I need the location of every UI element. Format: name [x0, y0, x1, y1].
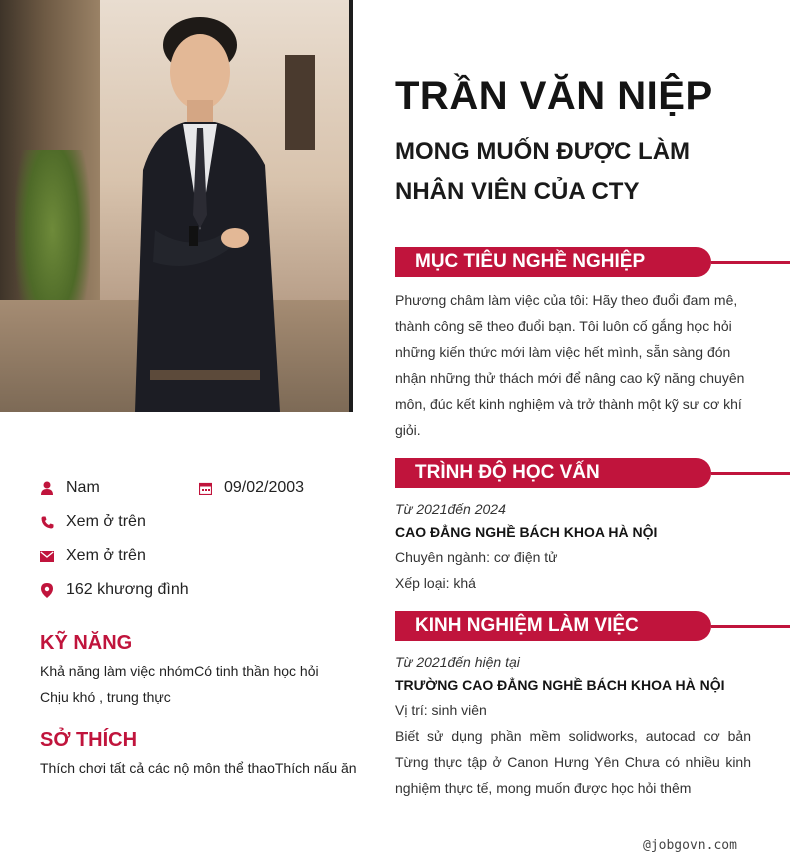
email-value: Xem ở trên [66, 547, 146, 564]
phone-icon [40, 515, 54, 529]
hobby-line-1: Thích chơi tất cả các nộ môn thể thaoThích nấu ăn [40, 760, 357, 776]
birthdate-value: 09/02/2003 [224, 479, 305, 496]
objective-line-2: NHÂN VIÊN CỦA CTY [395, 178, 640, 205]
location-icon [40, 583, 54, 597]
experience-period: Từ 2021đến hiện tại [395, 654, 520, 670]
hobbies-list [40, 755, 357, 781]
education-title: TRÌNH ĐỘ HỌC VẤN [415, 462, 600, 483]
gender-value: Nam [66, 479, 100, 496]
skill-line-1: Khả năng làm việc nhómCó tinh thần học hỏi [40, 663, 319, 679]
candidate-name: TRẦN VĂN NIỆP [395, 74, 713, 118]
watermark: @jobgovn.com [643, 838, 737, 853]
phone-row [40, 513, 146, 531]
education-header [395, 458, 711, 488]
calendar-icon [198, 481, 212, 495]
email-icon [40, 549, 54, 563]
email-row [40, 547, 146, 565]
skills-list [40, 658, 319, 710]
career-goal-title: MỤC TIÊU NGHỀ NGHIỆP [415, 251, 646, 272]
experience-description: Biết sử dụng phần mềm solidworks, autocad cơ bản Từng thực tập ở Canon Hưng Yên Chưa có nhiều kinh nghiệm thực tế, mong muốn được học hỏi thêm [395, 728, 751, 796]
phone-value: Xem ở trên [66, 513, 146, 530]
skill-line-2: Chịu khó , trung thực [40, 689, 171, 705]
hobbies-heading: SỞ THÍCH [40, 729, 138, 751]
education-school: CAO ĐẲNG NGHỀ BÁCH KHOA HÀ NỘI [395, 524, 658, 540]
person-icon [40, 481, 54, 495]
skills-heading: KỸ NĂNG [40, 632, 133, 654]
experience-company: TRƯỜNG CAO ĐẲNG NGHỀ BÁCH KHOA HÀ NỘI [395, 677, 725, 693]
job-objective [395, 132, 725, 212]
experience-position: Vị trí: sinh viên [395, 702, 487, 718]
objective-line-1: MONG MUỐN ĐƯỢC LÀM [395, 138, 691, 165]
address-row [40, 581, 189, 599]
education-period: Từ 2021đến 2024 [395, 501, 506, 517]
address-value: 162 khương đình [66, 581, 189, 598]
experience-title: KINH NGHIỆM LÀM VIỆC [415, 615, 639, 636]
career-goal-header [395, 247, 711, 277]
section-divider [711, 261, 790, 264]
gender-row [40, 479, 100, 497]
experience-header [395, 611, 711, 641]
profile-photo [0, 0, 353, 412]
education-grade: Xếp loại: khá [395, 575, 476, 591]
section-divider [711, 472, 790, 475]
person-figure [115, 0, 315, 412]
career-goal-text: Phương châm làm việc của tôi: Hãy theo đuổi đam mê, thành công sẽ theo đuổi bạn. Tôi luôn cố gắng học hỏi những kiến thức mới làm việc hết mình, sẵn sàng đón nhận những thử thách mới để nâng cao kỹ năng chuyên môn, đúc kết kinh nghiệm và trở thành một kỹ sư cơ khí giỏi. [395, 292, 745, 438]
birthdate-row [198, 479, 304, 497]
education-major: Chuyên ngành: cơ điện tử [395, 549, 558, 565]
section-divider [711, 625, 790, 628]
